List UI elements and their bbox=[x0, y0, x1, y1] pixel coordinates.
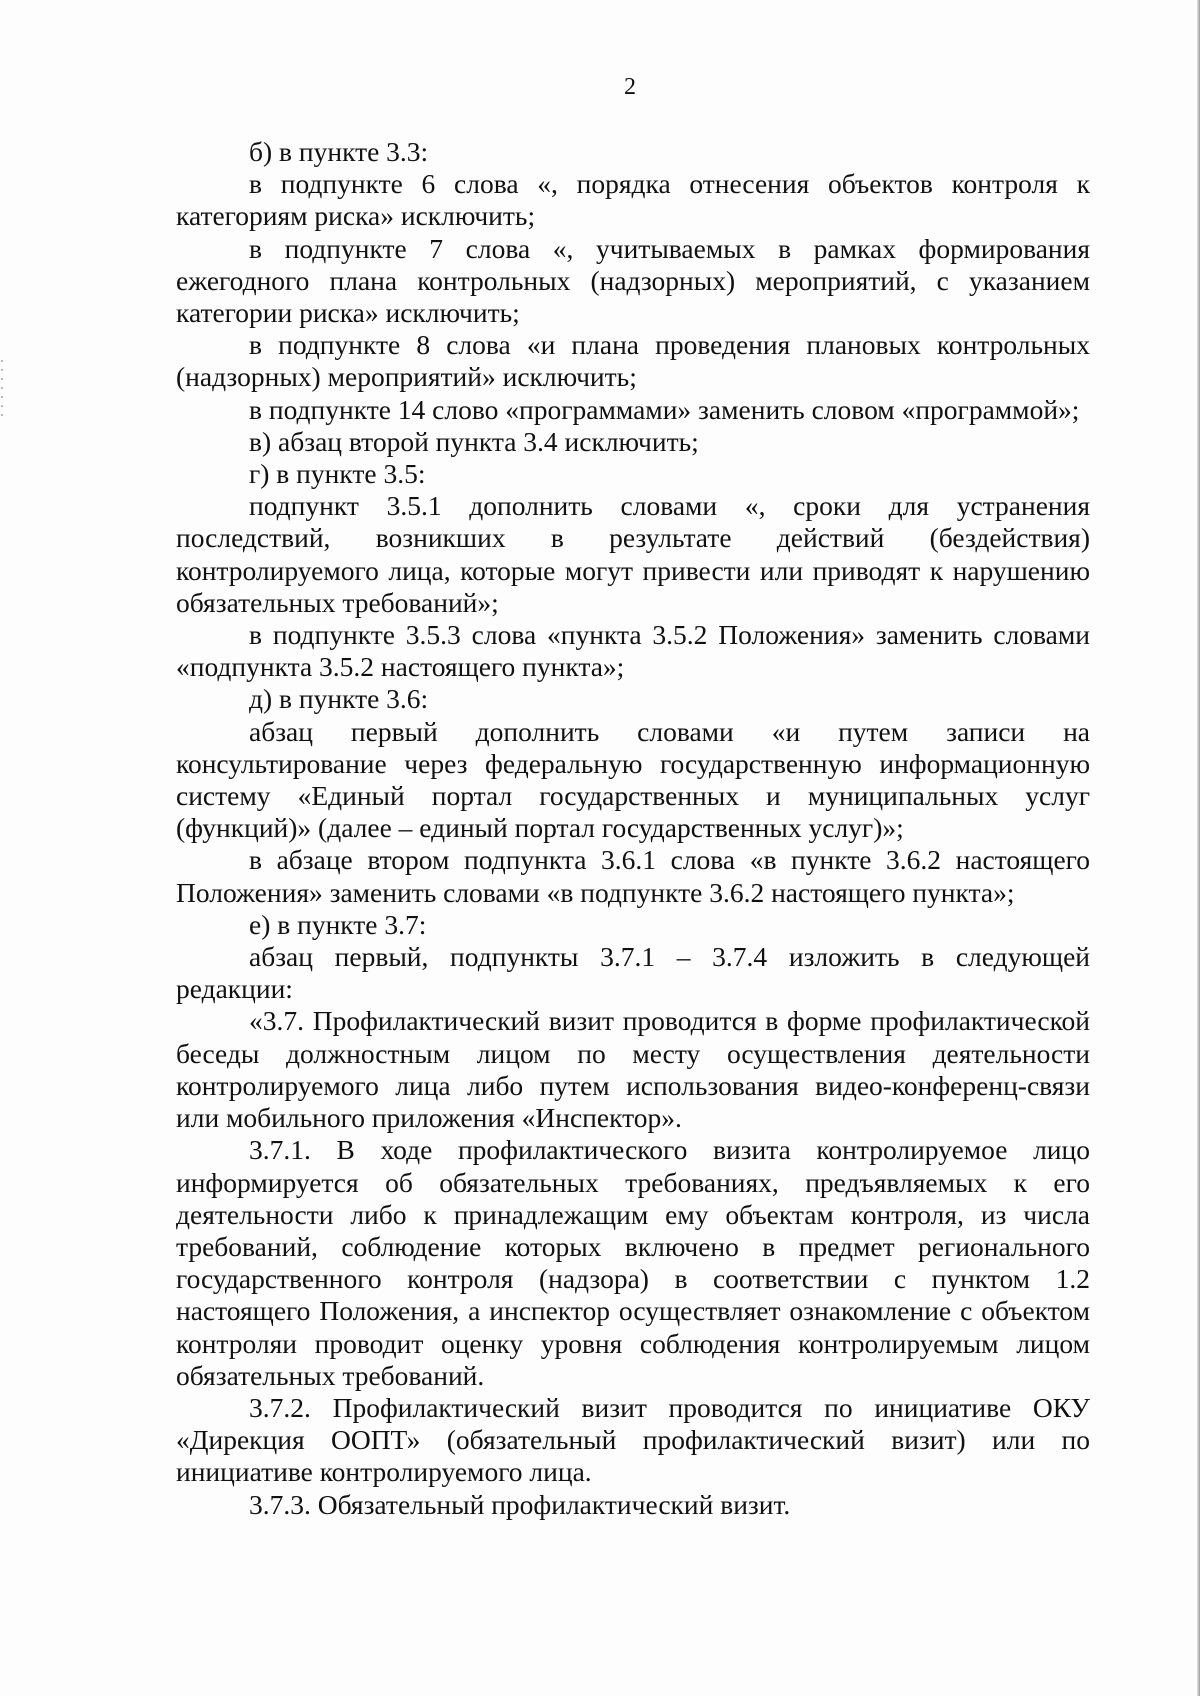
paragraph: в подпункте 6 слова «, порядка отнесения объектов контроля к категориям риска» исключить; bbox=[176, 168, 1090, 232]
paragraph: 3.7.3. Обязательный профилактический визит. bbox=[249, 1488, 791, 1520]
paragraph: в подпункте 8 слова «и плана проведения плановых контрольных (надзорных) мероприятий» исключить; bbox=[176, 329, 1090, 393]
paragraph: б) в пункте 3.3: bbox=[249, 136, 429, 167]
paragraph: в абзаце втором подпункта 3.6.1 слова «в пункте 3.6.2 настоящего Положения» заменить словами «в подпункте 3.6.2 настоящего пункта»; bbox=[176, 844, 1090, 908]
paragraph: д) в пункте 3.6: bbox=[249, 683, 429, 715]
paragraph: подпункт 3.5.1 дополнить словами «, сроки для устранения последствий, возникших в результате действий (бездействия) контролируемого лица, которые могут привести или приводят к нарушению обязательных требований»; bbox=[176, 490, 1090, 618]
paragraph: 3.7.1. В ходе профилактического визита контролируемое лицо информируется об обязательных требованиях, предъявляемых к его деятельности либо к принадлежащим ему объектам контроля, из числа требований, соблюдение которых включено в предмет регионального государственного контроля (надзора) в соответствии с пунктом 1.2 настоящего Положения, а инспектор осуществляет ознакомление с объектом контроляи проводит оценку уровня соблюдения контролируемым лицом обязательных требований. bbox=[176, 1134, 1090, 1391]
paragraph: в подпункте 7 слова «, учитываемых в рамках формирования ежегодного плана контрольных (надзорных) мероприятий, с указанием категории риска» исключить; bbox=[176, 232, 1090, 329]
paragraph: «3.7. Профилактический визит проводится в форме профилактической беседы должностным лицом по месту осуществления деятельности контролируемого лица либо путем использования видео-конференц-связи или мобильного приложения «Инспектор». bbox=[176, 1005, 1090, 1134]
paragraph: абзац первый дополнить словами «и путем записи на консультирование через федеральную государственную информационную систему «Единый портал государственных и муниципальных услуг (функций)» (далее – единый портал государственных услуг)»; bbox=[176, 715, 1090, 844]
page-number: 2 bbox=[624, 74, 636, 100]
paragraph: 3.7.2. Профилактический визит проводится по инициативе ОКУ «Дирекция ООПТ» (обязательный профилактический визит) или по инициативе контролируемого лица. bbox=[176, 1391, 1090, 1488]
paragraph: в подпункте 3.5.3 слова «пункта 3.5.2 Положения» заменить словами «подпункта 3.5.2 настоящего пункта»; bbox=[176, 619, 1090, 683]
scan-artifact bbox=[1, 360, 3, 420]
paragraph: абзац первый, подпункты 3.7.1 – 3.7.4 изложить в следующей редакции: bbox=[176, 941, 1090, 1005]
document-body bbox=[176, 136, 1090, 1521]
paragraph: е) в пункте 3.7: bbox=[249, 908, 427, 940]
paragraph: г) в пункте 3.5: bbox=[249, 458, 426, 490]
paragraph: в подпункте 14 слово «программами» заменить словом «программой»; bbox=[249, 393, 1080, 425]
paragraph: в) абзац второй пункта 3.4 исключить; bbox=[249, 425, 699, 457]
